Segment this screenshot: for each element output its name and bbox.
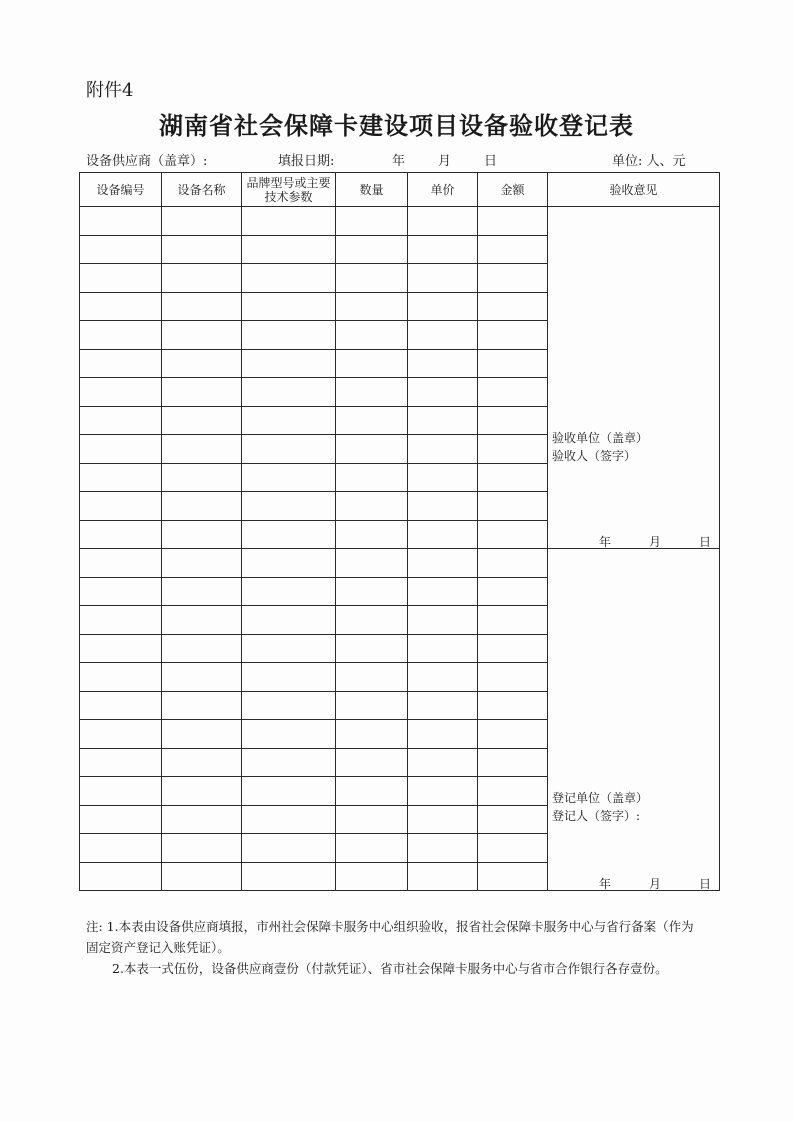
cell-brand-model[interactable] xyxy=(242,577,336,606)
cell-quantity[interactable] xyxy=(336,805,408,834)
cell-device-no[interactable] xyxy=(80,577,162,606)
registration-person-sign: 登记人（签字）: xyxy=(552,809,641,823)
cell-device-no[interactable] xyxy=(80,606,162,635)
cell-device-no[interactable] xyxy=(80,235,162,264)
table-row xyxy=(80,549,720,578)
cell-amount[interactable] xyxy=(478,720,548,749)
cell-unit-price[interactable] xyxy=(408,435,478,464)
cell-brand-model[interactable] xyxy=(242,862,336,891)
cell-device-name[interactable] xyxy=(162,549,242,578)
cell-quantity[interactable] xyxy=(336,520,408,549)
cell-device-name[interactable] xyxy=(162,292,242,321)
cell-device-name[interactable] xyxy=(162,862,242,891)
cell-quantity[interactable] xyxy=(336,435,408,464)
header-brand-model: 品牌型号或主要技术参数 xyxy=(242,173,336,207)
cell-brand-model[interactable] xyxy=(242,207,336,236)
acceptance-date-day: 日 xyxy=(698,535,711,549)
cell-amount[interactable] xyxy=(478,520,548,549)
cell-device-no[interactable] xyxy=(80,463,162,492)
cell-device-name[interactable] xyxy=(162,349,242,378)
cell-brand-model[interactable] xyxy=(242,549,336,578)
registration-unit-seal: 登记单位（盖章） xyxy=(552,791,649,805)
cell-quantity[interactable] xyxy=(336,606,408,635)
cell-device-name[interactable] xyxy=(162,720,242,749)
registration-table xyxy=(79,172,720,891)
cell-device-no[interactable] xyxy=(80,805,162,834)
cell-unit-price[interactable] xyxy=(408,862,478,891)
cell-device-no[interactable] xyxy=(80,435,162,464)
cell-amount[interactable] xyxy=(478,406,548,435)
attachment-label: 附件4 xyxy=(86,80,134,101)
cell-brand-model[interactable] xyxy=(242,777,336,806)
cell-device-name[interactable] xyxy=(162,834,242,863)
cell-brand-model[interactable] xyxy=(242,235,336,264)
cell-device-no[interactable] xyxy=(80,378,162,407)
cell-brand-model[interactable] xyxy=(242,691,336,720)
cell-brand-model[interactable] xyxy=(242,378,336,407)
header-row xyxy=(80,173,720,207)
cell-quantity[interactable] xyxy=(336,264,408,293)
cell-device-name[interactable] xyxy=(162,777,242,806)
cell-brand-model[interactable] xyxy=(242,748,336,777)
cell-amount[interactable] xyxy=(478,264,548,293)
header-quantity: 数量 xyxy=(336,173,408,207)
fill-date-year: 年 xyxy=(392,154,406,169)
cell-unit-price[interactable] xyxy=(408,321,478,350)
cell-amount[interactable] xyxy=(478,663,548,692)
cell-unit-price[interactable] xyxy=(408,292,478,321)
cell-device-name[interactable] xyxy=(162,805,242,834)
cell-amount[interactable] xyxy=(478,862,548,891)
header-amount: 金额 xyxy=(478,173,548,207)
cell-brand-model[interactable] xyxy=(242,663,336,692)
cell-unit-price[interactable] xyxy=(408,492,478,521)
cell-unit-price[interactable] xyxy=(408,834,478,863)
cell-brand-model[interactable] xyxy=(242,634,336,663)
cell-device-no[interactable] xyxy=(80,349,162,378)
cell-device-name[interactable] xyxy=(162,663,242,692)
fill-date-day: 日 xyxy=(484,154,498,169)
cell-device-no[interactable] xyxy=(80,634,162,663)
cell-device-name[interactable] xyxy=(162,691,242,720)
cell-amount[interactable] xyxy=(478,834,548,863)
acceptance-date-month: 月 xyxy=(648,535,661,549)
cell-device-no[interactable] xyxy=(80,777,162,806)
registration-date-month: 月 xyxy=(648,877,661,891)
cell-device-name[interactable] xyxy=(162,235,242,264)
cell-unit-price[interactable] xyxy=(408,406,478,435)
cell-quantity[interactable] xyxy=(336,748,408,777)
cell-device-name[interactable] xyxy=(162,435,242,464)
cell-device-name[interactable] xyxy=(162,378,242,407)
cell-brand-model[interactable] xyxy=(242,406,336,435)
cell-brand-model[interactable] xyxy=(242,805,336,834)
acceptance-unit-seal: 验收单位（盖章） xyxy=(552,431,649,445)
cell-quantity[interactable] xyxy=(336,463,408,492)
note-2: 2.本表一式伍份，设备供应商壹份（付款凭证）、省市社会保障卡服务中心与省市合作银行各存壹份。 xyxy=(112,961,668,976)
cell-amount[interactable] xyxy=(478,492,548,521)
cell-device-no[interactable] xyxy=(80,748,162,777)
cell-brand-model[interactable] xyxy=(242,720,336,749)
cell-quantity[interactable] xyxy=(336,378,408,407)
cell-device-no[interactable] xyxy=(80,862,162,891)
cell-quantity[interactable] xyxy=(336,492,408,521)
fill-date-month: 月 xyxy=(438,154,452,169)
cell-amount[interactable] xyxy=(478,777,548,806)
header-unit-price: 单价 xyxy=(408,173,478,207)
registration-cell[interactable] xyxy=(548,549,720,891)
cell-unit-price[interactable] xyxy=(408,349,478,378)
cell-quantity[interactable] xyxy=(336,691,408,720)
cell-device-name[interactable] xyxy=(162,520,242,549)
cell-amount[interactable] xyxy=(478,378,548,407)
cell-brand-model[interactable] xyxy=(242,606,336,635)
registration-date-day: 日 xyxy=(698,877,711,891)
cell-unit-price[interactable] xyxy=(408,520,478,549)
cell-device-no[interactable] xyxy=(80,834,162,863)
cell-device-no[interactable] xyxy=(80,720,162,749)
cell-unit-price[interactable] xyxy=(408,805,478,834)
cell-brand-model[interactable] xyxy=(242,292,336,321)
cell-device-name[interactable] xyxy=(162,492,242,521)
unit-label: 单位: 人、元 xyxy=(612,154,686,169)
cell-brand-model[interactable] xyxy=(242,492,336,521)
cell-device-no[interactable] xyxy=(80,406,162,435)
cell-device-no[interactable] xyxy=(80,321,162,350)
cell-unit-price[interactable] xyxy=(408,378,478,407)
cell-device-name[interactable] xyxy=(162,463,242,492)
cell-unit-price[interactable] xyxy=(408,748,478,777)
cell-quantity[interactable] xyxy=(336,663,408,692)
cell-unit-price[interactable] xyxy=(408,207,478,236)
cell-device-name[interactable] xyxy=(162,577,242,606)
cell-unit-price[interactable] xyxy=(408,577,478,606)
notes xyxy=(86,916,706,979)
header-acceptance-opinion: 验收意见 xyxy=(548,173,720,207)
cell-amount[interactable] xyxy=(478,321,548,350)
cell-amount[interactable] xyxy=(478,292,548,321)
cell-device-name[interactable] xyxy=(162,264,242,293)
cell-unit-price[interactable] xyxy=(408,549,478,578)
page-title: 湖南省社会保障卡建设项目设备验收登记表 xyxy=(159,111,634,140)
cell-quantity[interactable] xyxy=(336,321,408,350)
cell-quantity[interactable] xyxy=(336,235,408,264)
cell-brand-model[interactable] xyxy=(242,463,336,492)
cell-brand-model[interactable] xyxy=(242,349,336,378)
cell-amount[interactable] xyxy=(478,349,548,378)
cell-amount[interactable] xyxy=(478,435,548,464)
cell-brand-model[interactable] xyxy=(242,321,336,350)
header-device-name: 设备名称 xyxy=(162,173,242,207)
cell-unit-price[interactable] xyxy=(408,720,478,749)
cell-unit-price[interactable] xyxy=(408,691,478,720)
cell-amount[interactable] xyxy=(478,691,548,720)
acceptance-person-sign: 验收人（签字） xyxy=(552,449,637,463)
fill-date-label: 填报日期: xyxy=(278,154,335,169)
acceptance-opinion-cell[interactable] xyxy=(548,207,720,549)
cell-quantity[interactable] xyxy=(336,634,408,663)
cell-amount[interactable] xyxy=(478,606,548,635)
cell-unit-price[interactable] xyxy=(408,777,478,806)
cell-device-no[interactable] xyxy=(80,663,162,692)
cell-device-name[interactable] xyxy=(162,406,242,435)
cell-quantity[interactable] xyxy=(336,349,408,378)
cell-device-name[interactable] xyxy=(162,321,242,350)
cell-device-no[interactable] xyxy=(80,264,162,293)
acceptance-date-year: 年 xyxy=(598,535,611,549)
cell-device-name[interactable] xyxy=(162,207,242,236)
cell-device-name[interactable] xyxy=(162,748,242,777)
cell-amount[interactable] xyxy=(478,748,548,777)
cell-unit-price[interactable] xyxy=(408,663,478,692)
cell-device-name[interactable] xyxy=(162,606,242,635)
cell-device-no[interactable] xyxy=(80,492,162,521)
cell-brand-model[interactable] xyxy=(242,435,336,464)
cell-unit-price[interactable] xyxy=(408,463,478,492)
cell-amount[interactable] xyxy=(478,463,548,492)
cell-unit-price[interactable] xyxy=(408,264,478,293)
cell-brand-model[interactable] xyxy=(242,264,336,293)
header-device-no: 设备编号 xyxy=(80,173,162,207)
cell-quantity[interactable] xyxy=(336,406,408,435)
cell-quantity[interactable] xyxy=(336,292,408,321)
cell-quantity[interactable] xyxy=(336,549,408,578)
cell-amount[interactable] xyxy=(478,235,548,264)
cell-device-no[interactable] xyxy=(80,292,162,321)
cell-unit-price[interactable] xyxy=(408,606,478,635)
cell-quantity[interactable] xyxy=(336,834,408,863)
registration-date-year: 年 xyxy=(598,877,611,891)
table-row xyxy=(80,207,720,236)
cell-unit-price[interactable] xyxy=(408,634,478,663)
cell-device-name[interactable] xyxy=(162,634,242,663)
cell-amount[interactable] xyxy=(478,207,548,236)
cell-quantity[interactable] xyxy=(336,207,408,236)
cell-quantity[interactable] xyxy=(336,577,408,606)
cell-quantity[interactable] xyxy=(336,862,408,891)
cell-brand-model[interactable] xyxy=(242,834,336,863)
note-1: 注: 1.本表由设备供应商填报，市州社会保障卡服务中心组织验收，报省社会保障卡服务中心与省行备案（作为固定资产登记入账凭证）。 xyxy=(86,919,694,955)
cell-amount[interactable] xyxy=(478,577,548,606)
cell-amount[interactable] xyxy=(478,549,548,578)
cell-amount[interactable] xyxy=(478,634,548,663)
cell-quantity[interactable] xyxy=(336,720,408,749)
cell-quantity[interactable] xyxy=(336,777,408,806)
cell-device-no[interactable] xyxy=(80,549,162,578)
cell-amount[interactable] xyxy=(478,805,548,834)
cell-unit-price[interactable] xyxy=(408,235,478,264)
cell-brand-model[interactable] xyxy=(242,520,336,549)
cell-device-no[interactable] xyxy=(80,691,162,720)
registration-date xyxy=(599,875,711,892)
supplier-label: 设备供应商（盖章）: xyxy=(86,154,208,169)
cell-device-no[interactable] xyxy=(80,520,162,549)
acceptance-date xyxy=(599,533,711,550)
cell-device-no[interactable] xyxy=(80,207,162,236)
